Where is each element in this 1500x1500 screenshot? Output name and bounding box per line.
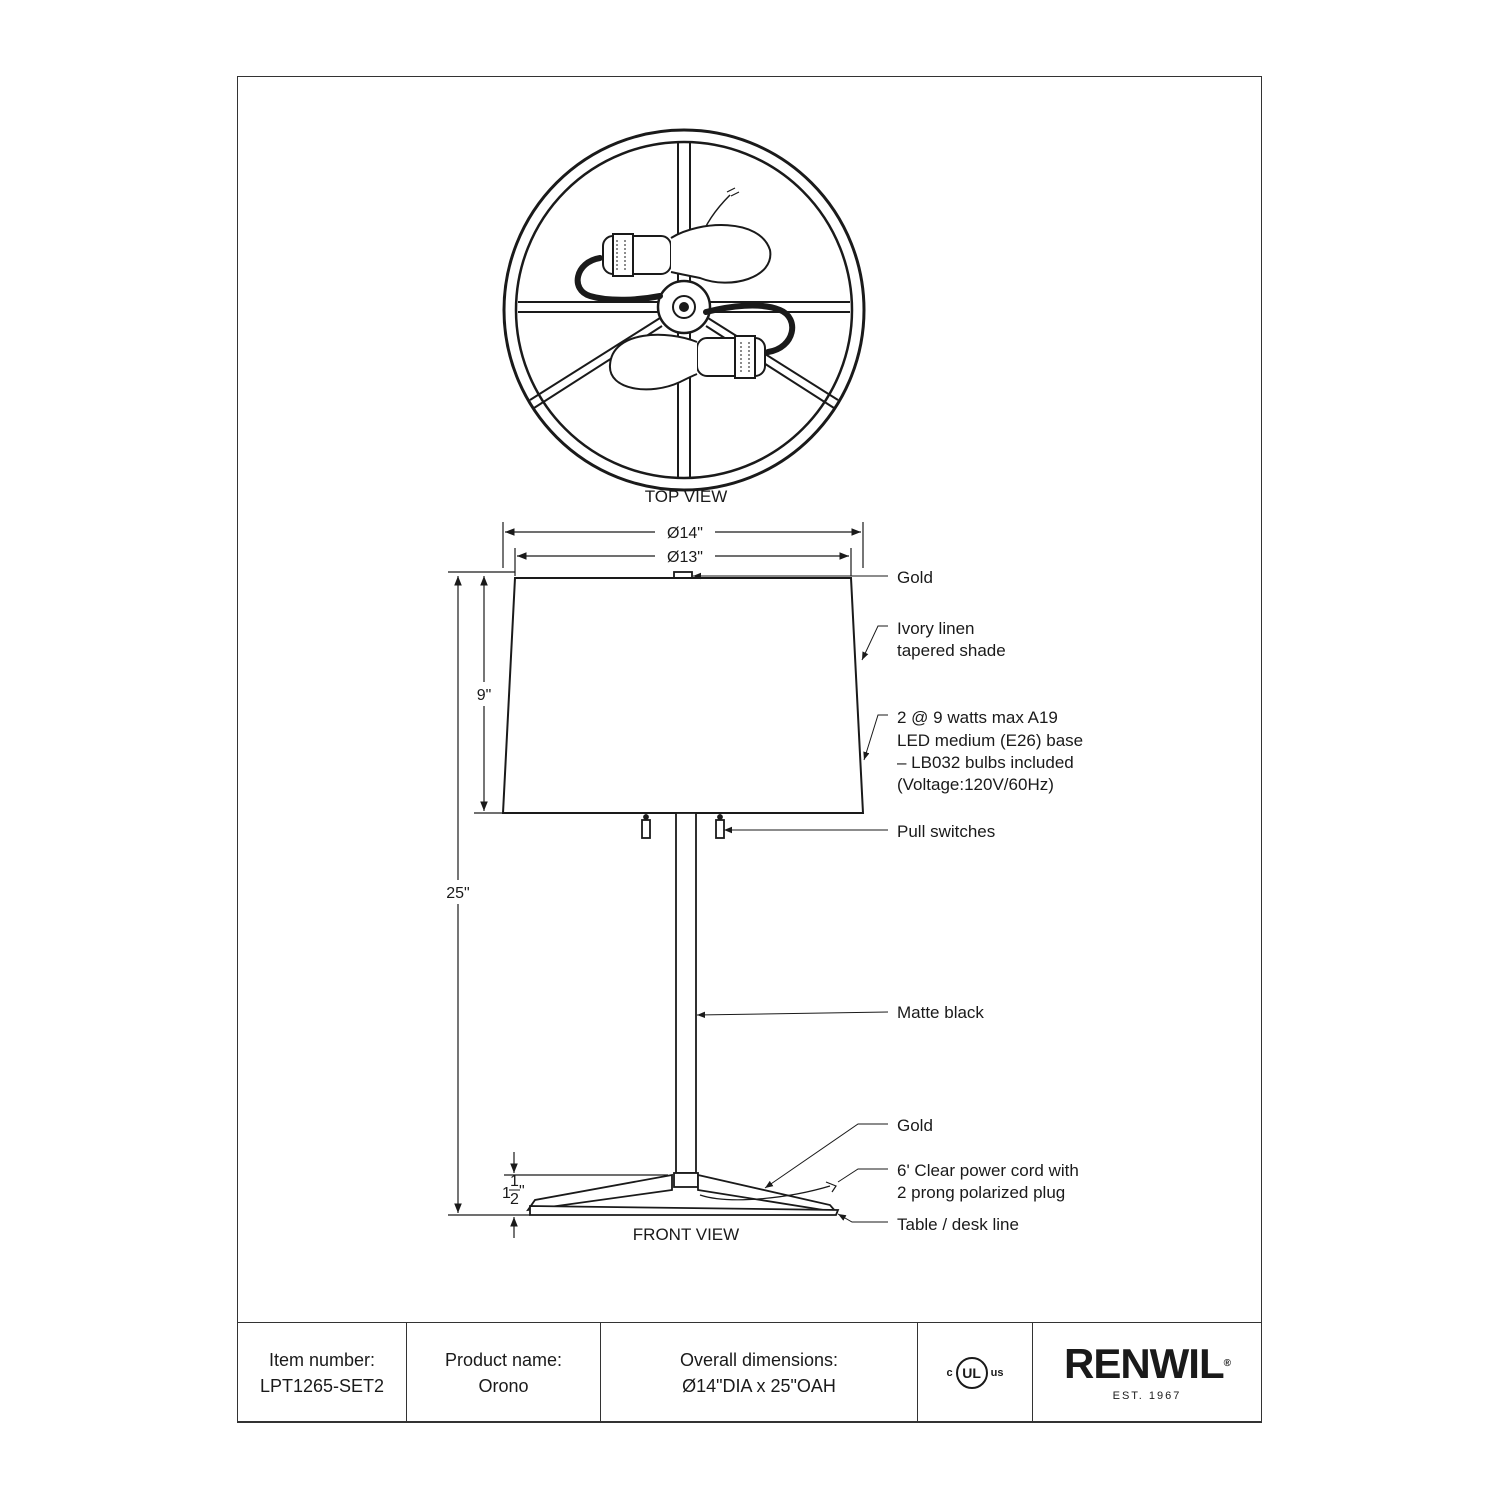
product-name-value: Orono xyxy=(478,1375,529,1396)
shade-label-line1: Ivory linen xyxy=(897,619,975,638)
pull-switches-label: Pull switches xyxy=(897,822,996,841)
item-number-label: Item number: xyxy=(268,1349,376,1370)
svg-text:1: 1 xyxy=(510,1173,519,1190)
shade-height-label: 9" xyxy=(476,687,492,704)
product-name-cell xyxy=(407,1323,601,1422)
stem-finish-label: Matte black xyxy=(897,1003,984,1022)
pull-switch-left xyxy=(642,813,650,838)
cul-us-logo: c UL us xyxy=(947,1357,1004,1389)
cord-label-line1: 6' Clear power cord with xyxy=(897,1161,1079,1180)
bulb-label-line4: (Voltage:120V/60Hz) xyxy=(897,775,1054,794)
brand-established: EST. 1967 xyxy=(1112,1389,1182,1402)
top-view-title: TOP VIEW xyxy=(644,487,728,506)
overall-dimensions-cell xyxy=(601,1323,918,1422)
shade-label-line2: tapered shade xyxy=(897,641,1006,660)
base-finish-label: Gold xyxy=(897,1116,933,1135)
overall-dimensions-value: Ø14"DIA x 25"OAH xyxy=(682,1375,836,1396)
title-block xyxy=(237,1322,1262,1423)
brand-logo: RENWIL® xyxy=(1063,1339,1231,1387)
svg-text:2: 2 xyxy=(510,1191,519,1208)
top-view xyxy=(504,130,864,490)
lamp-front xyxy=(503,572,863,1215)
outer-diameter-label: Ø14" xyxy=(667,525,703,542)
stem xyxy=(676,813,696,1173)
svg-text:1: 1 xyxy=(502,1185,511,1202)
bulb-label-line3: – LB032 bulbs included xyxy=(897,753,1074,772)
overall-dimensions-label: Overall dimensions: xyxy=(679,1349,839,1370)
cord-label-line2: 2 prong polarized plug xyxy=(897,1183,1066,1202)
svg-text:": " xyxy=(519,1183,525,1200)
shade xyxy=(503,578,863,813)
base-leg-right xyxy=(698,1175,836,1212)
bulb-label-line2: LED medium (E26) base xyxy=(897,731,1084,750)
pull-switch-right xyxy=(716,813,724,838)
front-view-title: FRONT VIEW xyxy=(632,1225,740,1244)
stem-collar xyxy=(674,1173,698,1187)
base-leg-front xyxy=(530,1206,838,1215)
brand-cell xyxy=(1033,1323,1261,1422)
item-number-cell xyxy=(238,1323,407,1422)
table-line-label: Table / desk line xyxy=(897,1215,1019,1234)
certification-cell xyxy=(918,1323,1033,1422)
item-number-value: LPT1265-SET2 xyxy=(259,1375,385,1396)
overall-height-label: 25" xyxy=(446,885,470,902)
inner-diameter-label: Ø13" xyxy=(667,549,703,566)
finial-finish-label: Gold xyxy=(897,568,933,587)
product-name-label: Product name: xyxy=(444,1349,563,1370)
bulb-label-line1: 2 @ 9 watts max A19 xyxy=(897,708,1058,727)
base-height-label xyxy=(502,1173,525,1208)
base-leg-left xyxy=(528,1175,672,1210)
